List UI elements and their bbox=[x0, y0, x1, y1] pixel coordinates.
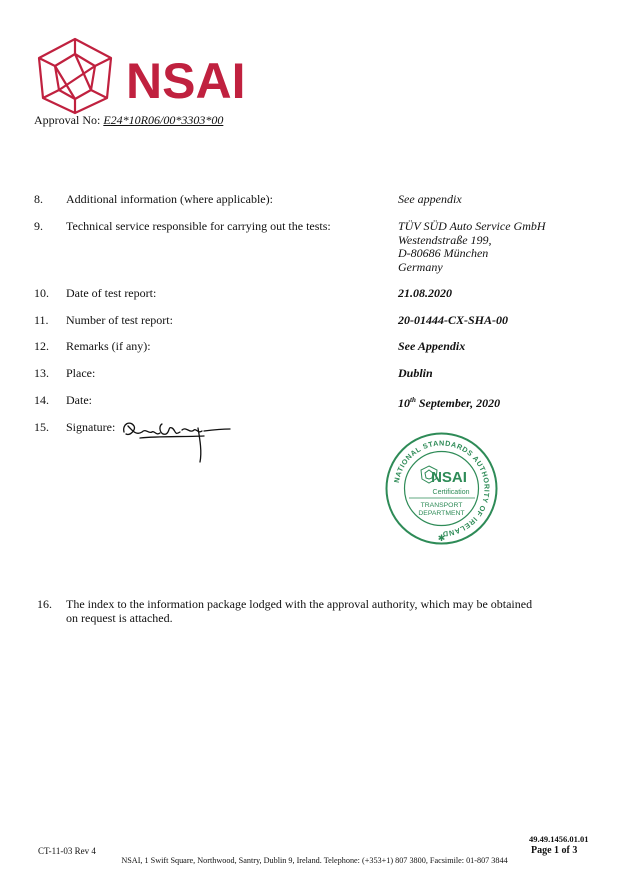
stamp-dept-line1: TRANSPORT bbox=[420, 502, 463, 509]
item-number: 14. bbox=[34, 393, 49, 407]
approval-number: E24*10R06/00*3303*00 bbox=[103, 113, 224, 127]
document-code: 49.49.1456.01.01 bbox=[529, 834, 589, 844]
nsai-logo-icon bbox=[33, 36, 117, 116]
nsai-logo-text: NSAI bbox=[126, 53, 246, 109]
item-label: Number of test report: bbox=[66, 313, 173, 327]
signature-image bbox=[120, 416, 232, 464]
approval-number-line bbox=[34, 113, 223, 128]
item-number: 12. bbox=[34, 339, 49, 353]
page-number: Page 1 of 3 bbox=[531, 845, 578, 856]
approval-label: Approval No: bbox=[34, 113, 101, 127]
item-label: Date of test report: bbox=[66, 286, 157, 300]
item-label: Additional information (where applicable): bbox=[66, 192, 273, 206]
item-label: Date: bbox=[66, 393, 92, 407]
item-value: See appendix bbox=[398, 192, 462, 206]
item-value: See Appendix bbox=[398, 339, 466, 353]
item-number: 16. bbox=[37, 597, 52, 611]
item-label: Place: bbox=[66, 366, 96, 380]
stamp-logo: NSAI bbox=[431, 469, 467, 486]
item-value: 10th September, 2020 bbox=[398, 396, 501, 410]
item-number: 13. bbox=[34, 366, 49, 380]
certification-stamp bbox=[385, 432, 498, 545]
item-label: Signature: bbox=[66, 420, 116, 434]
item-number: 8. bbox=[34, 192, 43, 206]
item-number: 11. bbox=[34, 313, 49, 327]
stamp-sub: Certification bbox=[432, 489, 470, 496]
item-number: 9. bbox=[34, 219, 43, 233]
stamp-star-icon: ✱ bbox=[437, 533, 446, 543]
stamp-dept-line2: DEPARTMENT bbox=[418, 510, 465, 517]
footer-address: NSAI, 1 Swift Square, Northwood, Santry, Dublin 9, Ireland. Telephone: (+353+1) 807 3800, Facsimile: 01-807 3844 bbox=[121, 856, 508, 865]
item-label: Technical service responsible for carrying out the tests: bbox=[66, 219, 331, 233]
item-value: TÜV SÜD Auto Service GmbH Westendstraße 199, D-80686 München Germany bbox=[398, 219, 546, 274]
item-label: The index to the information package lodged with the approval authority, which may be obtained on request is attached. bbox=[66, 597, 533, 625]
item-label: Remarks (if any): bbox=[66, 339, 151, 353]
item-value: 21.08.2020 bbox=[398, 286, 452, 300]
item-value: Dublin bbox=[398, 366, 433, 380]
form-code: CT-11-03 Rev 4 bbox=[38, 846, 96, 856]
item-number: 15. bbox=[34, 420, 49, 434]
item-number: 10. bbox=[34, 286, 49, 300]
item-value: 20-01444-CX-SHA-00 bbox=[398, 313, 509, 327]
stamp-ring-text: NATIONAL STANDARDS AUTHORITY OF IRELAND bbox=[391, 438, 492, 539]
